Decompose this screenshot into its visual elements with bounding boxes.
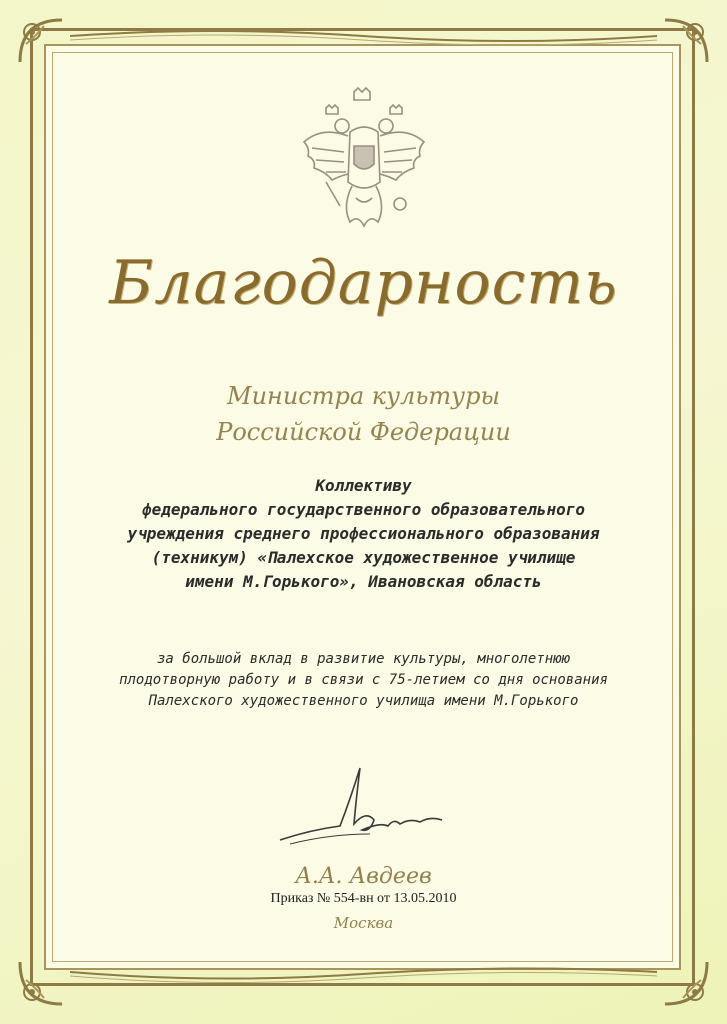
reason-line: плодотворную работу и в связи с 75-летием со дня основания bbox=[119, 672, 608, 688]
top-ornament-band bbox=[70, 22, 657, 50]
recipient-block bbox=[95, 474, 632, 594]
order-number: Приказ № 554-вн от 13.05.2010 bbox=[270, 891, 457, 906]
signer-name: А.А. Авдеев bbox=[295, 864, 432, 889]
recipient-line: федерального государственного образовательного bbox=[141, 500, 586, 519]
signature-mark bbox=[270, 760, 470, 860]
recipient-line: имени М.Горького», Ивановская область bbox=[185, 572, 542, 591]
corner-ornament-icon bbox=[14, 956, 68, 1010]
bottom-ornament-band bbox=[70, 962, 657, 990]
recipient-line: Коллективу bbox=[315, 476, 412, 495]
reason-line: Палехского художественного училища имени М.Горького bbox=[148, 693, 579, 709]
reason-line: за большой вклад в развитие культуры, многолетнюю bbox=[156, 651, 570, 667]
reason-block bbox=[95, 649, 632, 712]
issuer-line-2: Российской Федерации bbox=[216, 418, 511, 446]
coat-of-arms-icon bbox=[296, 86, 432, 236]
corner-ornament-icon bbox=[659, 956, 713, 1010]
recipient-line: (техникум) «Палехское художественное училище bbox=[151, 548, 576, 567]
certificate-title: Благодарность bbox=[109, 248, 618, 318]
corner-ornament-icon bbox=[659, 14, 713, 68]
corner-ornament-icon bbox=[14, 14, 68, 68]
recipient-line: учреждения среднего профессионального образования bbox=[127, 524, 600, 543]
city-name: Москва bbox=[333, 914, 394, 932]
issuer-line-1: Министра культуры bbox=[227, 382, 500, 410]
